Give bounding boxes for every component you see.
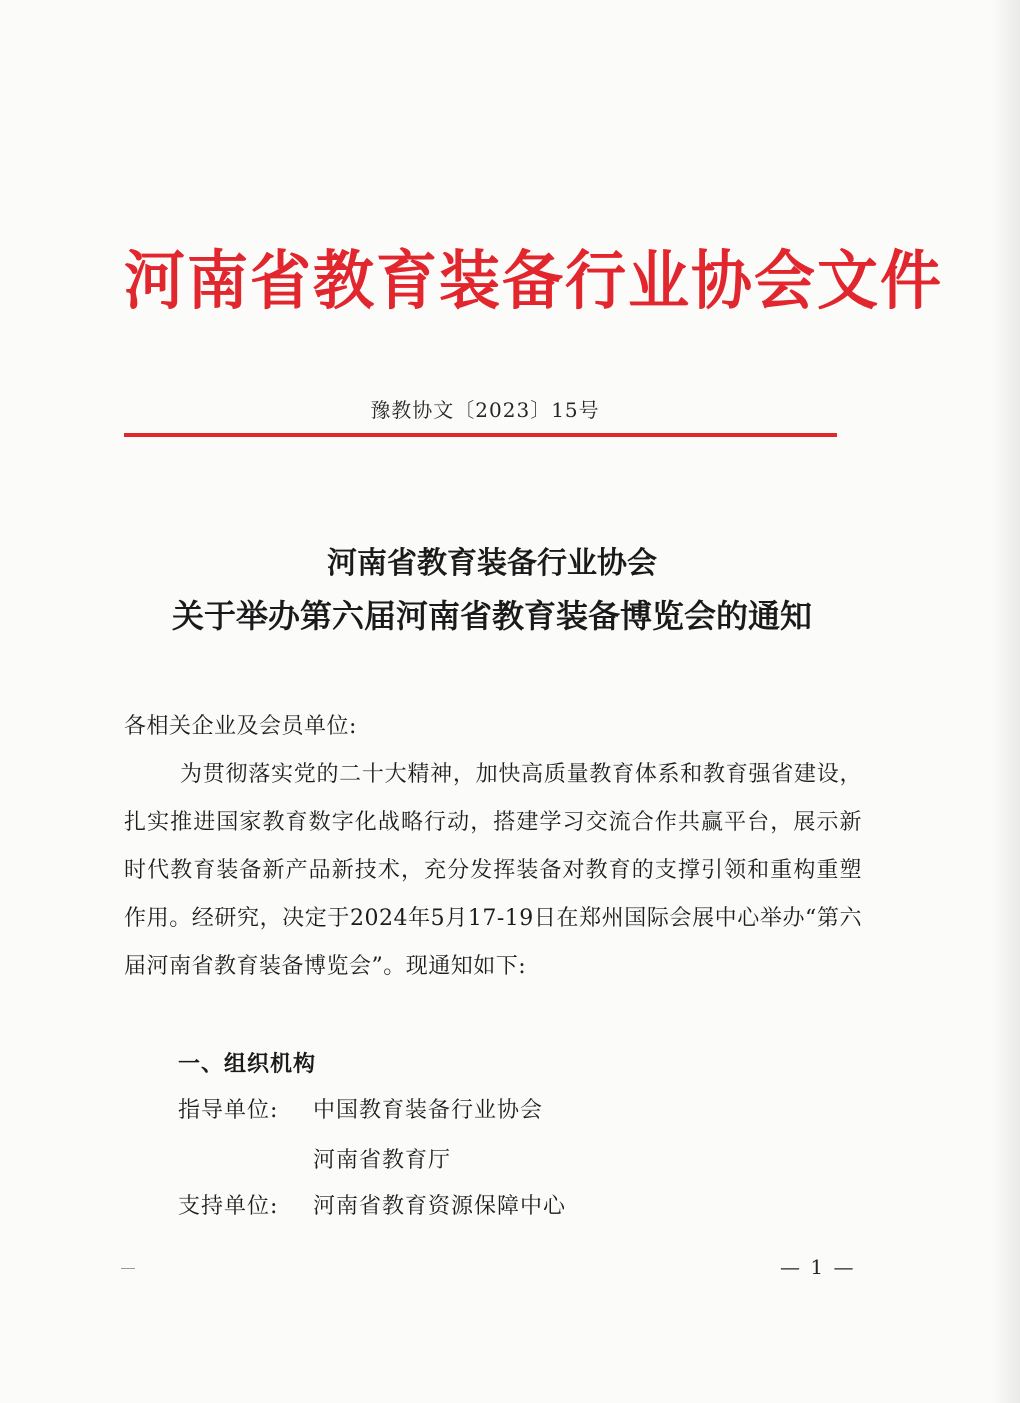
salutation: 各相关企业及会员单位: [124, 714, 357, 739]
footer-left-mark [121, 1268, 135, 1269]
section-heading-organization: 一、组织机构 [178, 1052, 317, 1077]
guide-unit-row-2 [178, 1137, 451, 1185]
support-unit-label: 支持单位: [178, 1194, 279, 1219]
red-separator-line [124, 433, 837, 437]
guide-unit-value: 中国教育装备行业协会 [313, 1098, 544, 1123]
document-number: 豫教协文〔2023〕15号 [370, 398, 600, 422]
guide-unit-label: 指导单位: [178, 1098, 279, 1123]
intro-paragraph: 为贯彻落实党的二十大精神，加快高质量教育体系和教育强省建设，扎实推进国家教育数字化战略行动，搭建学习交流合作共赢平台，展示新时代教育装备新产品新技术，充分发挥装备对教育的支撑引领和重构重塑作用。经研究，决定于2024年5月17-19日在郑州国际会展中心举办“第六届河南省教育装备博览会”。现通知如下: [124, 762, 863, 979]
notice-title [120, 538, 864, 642]
support-unit-row [178, 1183, 566, 1231]
page-edge-shadow [992, 0, 1020, 1403]
notice-title-line-1: 河南省教育装备行业协会 [327, 546, 657, 581]
notice-title-line-2: 关于举办第六届河南省教育装备博览会的通知 [171, 597, 812, 635]
support-unit-value: 河南省教育资源保障中心 [313, 1194, 567, 1219]
guide-unit-value-2: 河南省教育厅 [313, 1148, 452, 1173]
page-number: — 1 — [780, 1255, 856, 1279]
guide-unit-row [178, 1087, 543, 1135]
masthead-title: 河南省教育装备行业协会文件 [124, 244, 944, 319]
